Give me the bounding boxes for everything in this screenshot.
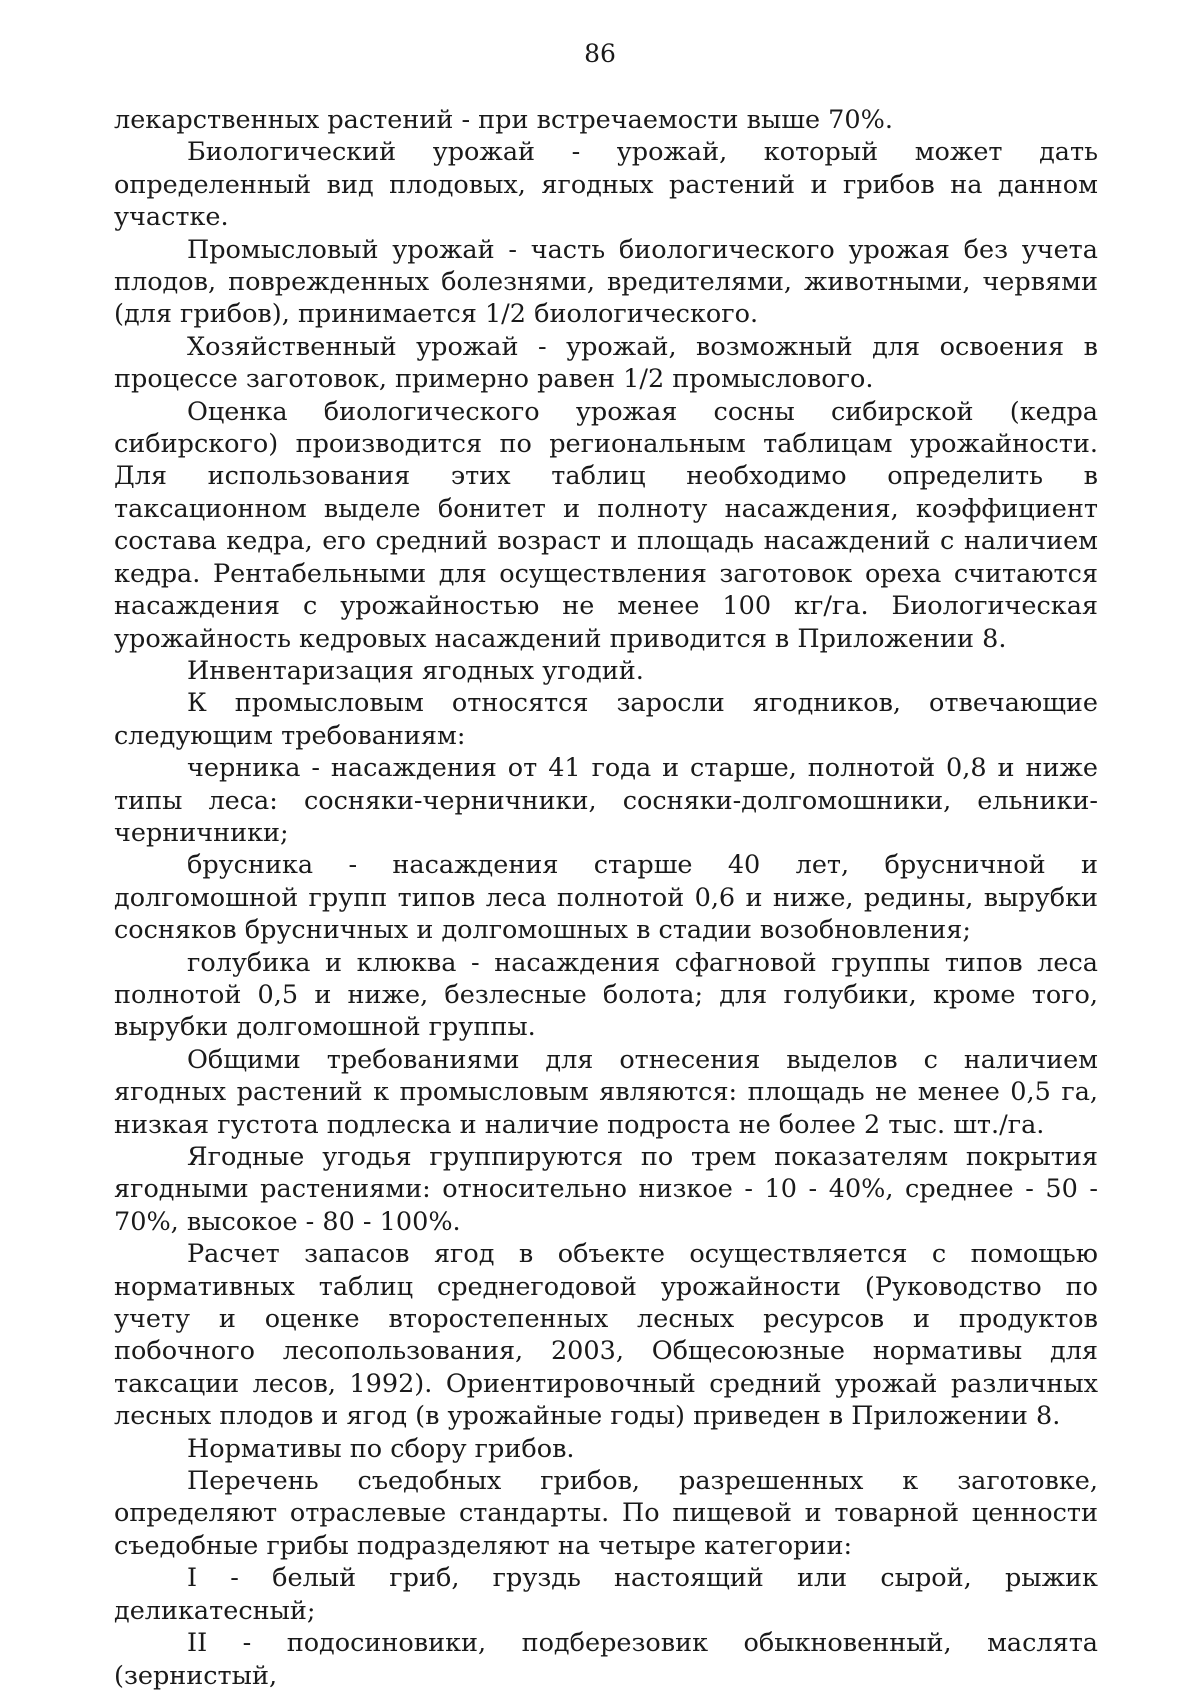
paragraph-edible-mushrooms: Перечень съедобных грибов, разрешенных к заготовке, определяют отраслевые стандарты. По пищевой и товарной ценности съедобные грибы подразделяют на четыре категории: xyxy=(114,1466,1098,1561)
paragraph-lingonberry: брусника - насаждения старше 40 лет, брусничной и долгомошной групп типов леса полнотой 0,6 и ниже, редины, вырубки сосняков брусничных и долгомошных в стадии возобновления; xyxy=(114,850,1098,946)
paragraph-biological-yield: Биологический урожай - урожай, который может дать определенный вид плодовых, ягодных растений и грибов на данном участке. xyxy=(114,137,1098,233)
paragraph-general-requirements: Общими требованиями для отнесения выделов с наличием ягодных растений к промысловым являются: площадь не менее 0,5 га, низкая густота подлеска и наличие подроста не более 2 тыс. шт./га. xyxy=(114,1044,1098,1140)
paragraph-category-2: II - подосиновики, подберезовик обыкновенный, маслята (зернистый, xyxy=(114,1628,1098,1691)
paragraph-berry-grouping: Ягодные угодья группируются по трем показателям покрытия ягодными растениями: относительно низкое - 10 - 40%, среднее - 50 - 70%, высокое - 80 - 100%. xyxy=(114,1142,1098,1237)
body-text xyxy=(114,104,1098,1692)
paragraph-commercial-requirements: К промысловым относятся заросли ягодников, отвечающие следующим требованиям: xyxy=(114,688,1098,751)
page-number: 86 xyxy=(584,39,616,68)
paragraph-commercial-yield: Промысловый урожай - часть биологического урожая без учета плодов, поврежденных болезнями, вредителями, животными, червями (для грибов), принимается 1/2 биологического. xyxy=(114,234,1098,330)
paragraph-blueberry: черника - насаждения от 41 года и старше, полнотой 0,8 и ниже типы леса: сосняки-черничники, сосняки-долгомошники, ельники-черничники; xyxy=(114,753,1098,848)
paragraph-cedar-assessment: Оценка биологического урожая сосны сибирской (кедра сибирского) производится по региональным таблицам урожайности. Для использования этих таблиц необходимо определить в таксационном выделе бонитет и полноту насаждения, коэффициент состава кедра, его средний возраст и площадь насаждений с наличием кедра. Рентабельными для осуществления заготовок ореха считаются насаждения с урожайностью не менее 100 кг/га. Биологическая урожайность кедровых насаждений приводится в Приложении 8. xyxy=(114,396,1098,654)
paragraph-category-1: I - белый гриб, груздь настоящий или сырой, рыжик деликатесный; xyxy=(114,1563,1098,1626)
paragraph-continuation: лекарственных растений - при встречаемости выше 70%. xyxy=(114,105,893,135)
paragraph-bog-bilberry-cranberry: голубика и клюква - насаждения сфагновой группы типов леса полнотой 0,5 и ниже, безлесные болота; для голубики, кроме того, вырубки долгомошной группы. xyxy=(114,947,1098,1043)
paragraph-berry-inventory-heading: Инвентаризация ягодных угодий. xyxy=(187,655,644,686)
paragraph-mushroom-norms-heading: Нормативы по сбору грибов. xyxy=(187,1433,575,1464)
paragraph-berry-stock-calculation: Расчет запасов ягод в объекте осуществляется с помощью нормативных таблиц среднегодовой урожайности (Руководство по учету и оценке второстепенных лесных ресурсов и продуктов побочного лесопользования, 2003, Общесоюзные нормативы для таксации лесов, 1992). Ориентировочный средний урожай различных лесных плодов и ягод (в урожайные годы) приведен в Приложении 8. xyxy=(114,1239,1098,1432)
paragraph-economic-yield: Хозяйственный урожай - урожай, возможный для освоения в процессе заготовок, примерно равен 1/2 промыслового. xyxy=(114,331,1098,395)
